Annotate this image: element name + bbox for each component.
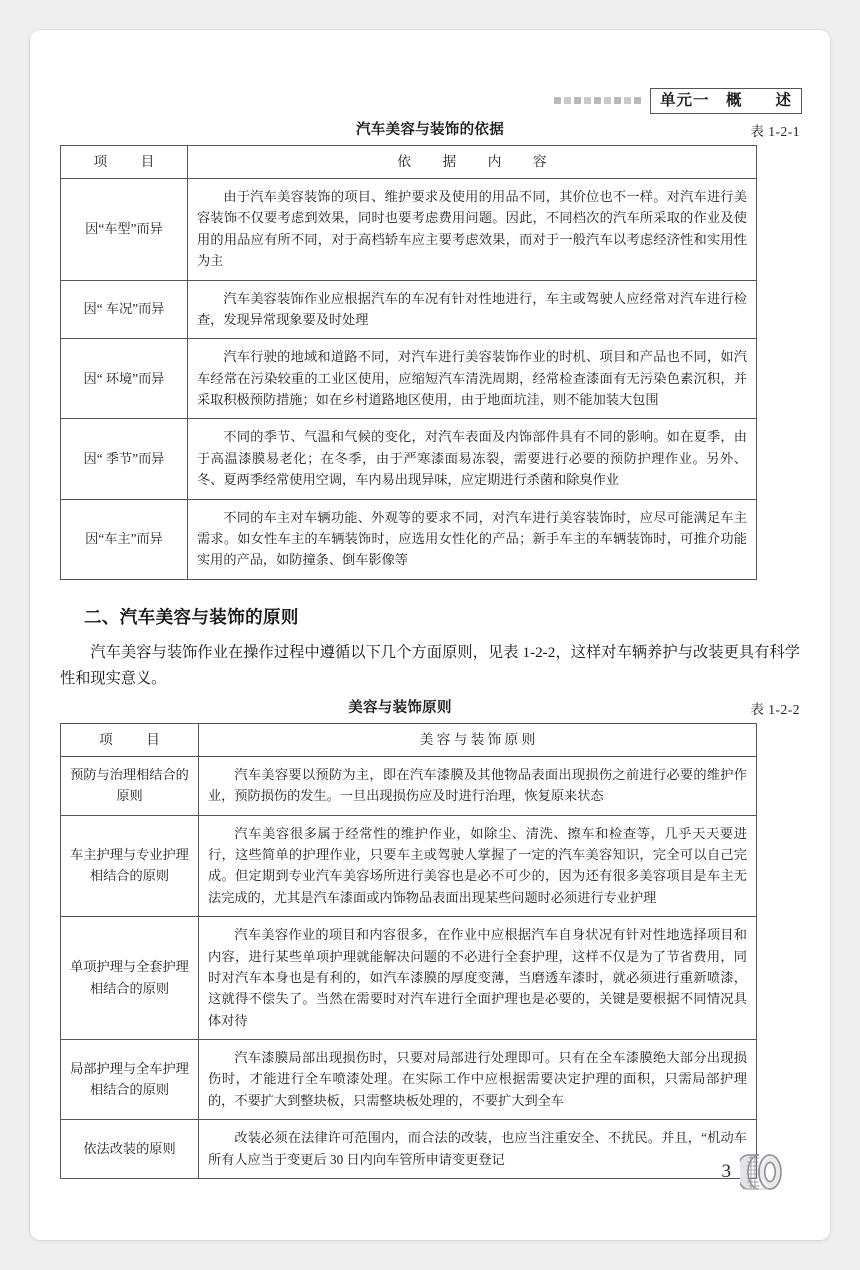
running-head xyxy=(58,88,802,114)
page-footer xyxy=(722,1150,787,1194)
document-page xyxy=(30,30,830,1240)
table2-content-2: 汽车美容作业的项目和内容很多，在作业中应根据汽车自身状况有针对性地选择项目和内容，进行某些单项护理就能解决问题的不必进行全套护理，这样不仅是为了节省费用，同时对汽车本身也是有利的，如汽车漆膜的厚度变薄，当磨透车漆时，就必须进行重新喷漆，这就得不偿失了。当然在需要时对汽车进行全面护理也是必要的，关键是要根据不同情况具体对待 xyxy=(199,917,757,1040)
table2-caption-line xyxy=(58,696,802,720)
table1-header-row xyxy=(61,146,757,179)
table1-item-4: 因“车主”而异 xyxy=(61,499,188,579)
section-heading: 二、汽车美容与装饰的原则 xyxy=(84,607,299,628)
table2-number: 表 1-2-2 xyxy=(750,701,800,717)
table-row xyxy=(61,339,757,419)
table1-content-4: 不同的车主对车辆功能、外观等的要求不同，对汽车进行美容装饰时，应尽可能满足车主需求。如女性车主的车辆装饰时，应选用女性化的产品；新手车主的车辆装饰时，可推介功能实用的产品，如防撞条、倒车影像等 xyxy=(188,499,757,579)
table2-header-content: 美 容 与 装 饰 原 则 xyxy=(199,723,757,756)
table1-number: 表 1-2-1 xyxy=(750,124,800,139)
table-row xyxy=(61,1040,757,1120)
table2-item-3: 局部护理与全车护理相结合的原则 xyxy=(61,1040,199,1120)
table2-content-1: 汽车美容很多属于经常性的维护作业，如除尘、清洗、擦车和检查等，几乎天天要进行，这些简单的护理作业，只要车主或驾驶人掌握了一定的汽车美容知识，完全可以自己完成。但定期到专业汽车美容场所进行美容也是必不可少的，因为还有很多美容项目是车主无法完成的，尤其是汽车漆面或内饰物品表面出现某些问题时必须进行专业护理 xyxy=(199,815,757,917)
table-row xyxy=(61,1120,757,1179)
table-basis-of-car-beautification xyxy=(60,145,757,580)
table1-content-2: 汽车行驶的地域和道路不同，对汽车进行美容装饰作业的时机、项目和产品也不同，如汽车经常在污染较重的工业区使用，应缩短汽车清洗周期，经常检查漆面有无污染色素沉积，并采取积极预防措施；如在乡村道路地区使用，由于地面坑洼，则不能加装大包围 xyxy=(188,339,757,419)
table1-content-0: 由于汽车美容装饰的项目、维护要求及使用的用品不同，其价位也不一样。对汽车进行美容装饰不仅要考虑到效果，同时也要考虑费用问题。因此，不同档次的汽车所采取的作业及使用的用品应有所不同，对于高档轿车应主要考虑效果，而对于一般汽车以考虑经济性和实用性为主 xyxy=(188,179,757,281)
table-row xyxy=(61,756,757,815)
table2-header-item: 项 目 xyxy=(61,723,199,756)
table1-item-3: 因“ 季节”而异 xyxy=(61,419,188,499)
table2-content-3: 汽车漆膜局部出现损伤时，只要对局部进行处理即可。只有在全车漆膜绝大部分出现损伤时，才能进行全车喷漆处理。在实际工作中应根据需要决定护理的面积，只需局部护理的，不要扩大到整块板，只需整块板处理的，不要扩大到全车 xyxy=(199,1040,757,1120)
unit-title-box: 单元一 概 述 xyxy=(650,88,802,114)
table1-header-content: 依 据 内 容 xyxy=(188,146,757,179)
table1-item-1: 因“ 车况”而异 xyxy=(61,280,188,339)
table1-item-0: 因“车型”而异 xyxy=(61,179,188,281)
table2-item-2: 单项护理与全套护理相结合的原则 xyxy=(61,917,199,1040)
table-row xyxy=(61,179,757,281)
table1-item-2: 因“ 环境”而异 xyxy=(61,339,188,419)
table2-header-row xyxy=(61,723,757,756)
table2-item-1: 车主护理与专业护理相结合的原则 xyxy=(61,815,199,917)
page-number: 3 xyxy=(721,1161,731,1182)
table2-item-0: 预防与治理相结合的原则 xyxy=(61,756,199,815)
table2-item-4: 依法改装的原则 xyxy=(61,1120,199,1179)
tire-icon xyxy=(740,1150,786,1194)
table-row xyxy=(61,917,757,1040)
table1-caption-line xyxy=(58,118,802,142)
table1-caption: 汽车美容与装饰的依据 xyxy=(356,122,504,138)
table-row xyxy=(61,419,757,499)
decorative-squares xyxy=(554,97,641,106)
section-paragraph: 汽车美容与装饰作业在操作过程中遵循以下几个方面原则，见表 1-2-2，这样对车辆养护与改装更具有科学性和现实意义。 xyxy=(60,643,800,687)
table2-content-0: 汽车美容要以预防为主，即在汽车漆膜及其他物品表面出现损伤之前进行必要的维护作业，预防损伤的发生。一旦出现损伤应及时进行治理，恢复原来状态 xyxy=(199,756,757,815)
table-principles-of-car-beautification xyxy=(60,723,757,1179)
table1-content-1: 汽车美容装饰作业应根据汽车的车况有针对性地进行，车主或驾驶人应经常对汽车进行检查，发现异常现象要及时处理 xyxy=(188,280,757,339)
table-row xyxy=(61,815,757,917)
page-shadow-wrapper xyxy=(30,30,830,1240)
table1-content-3: 不同的季节、气温和气候的变化，对汽车表面及内饰部件具有不同的影响。如在夏季，由于高温漆膜易老化；在冬季，由于严寒漆面易冻裂，需要进行必要的预防护理作业。另外、冬、夏两季经常使用空调，车内易出现异味，应定期进行杀菌和除臭作业 xyxy=(188,419,757,499)
table2-content-4: 改装必须在法律许可范围内，而合法的改装，也应当注重安全、不扰民。并且，“机动车所有人应当于变更后 30 日内向车管所申请变更登记 xyxy=(199,1120,757,1179)
table-row xyxy=(61,280,757,339)
table-row xyxy=(61,499,757,579)
table2-caption: 美容与装饰原则 xyxy=(348,699,452,716)
table1-header-item: 项 目 xyxy=(61,146,188,179)
page-content-area xyxy=(58,60,802,1220)
